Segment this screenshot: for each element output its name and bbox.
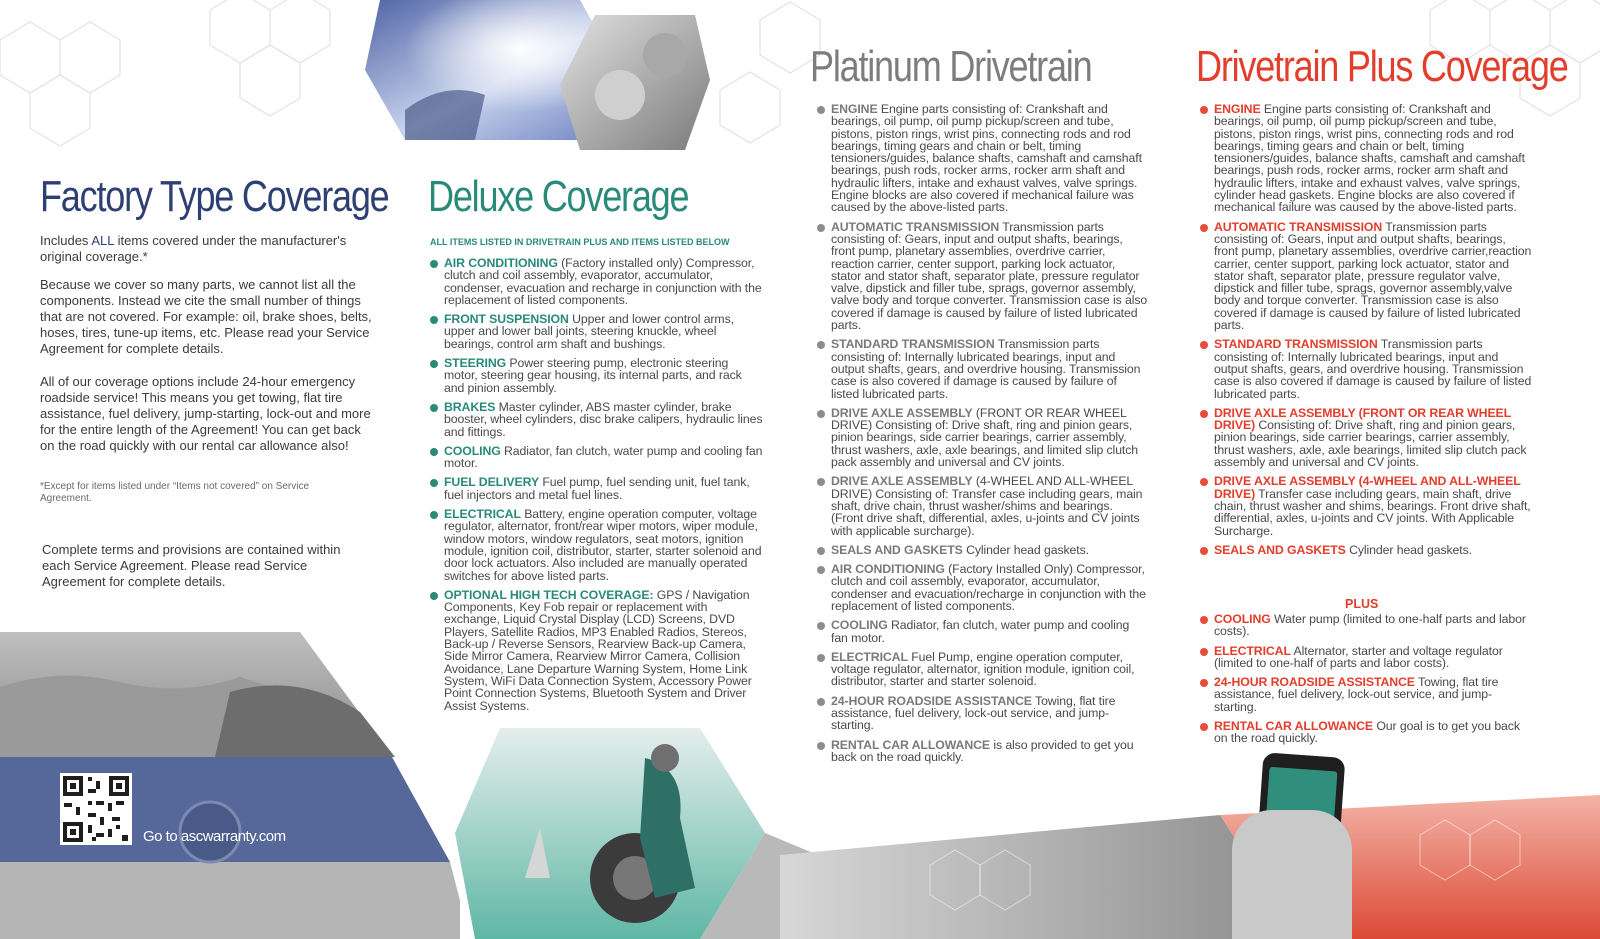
hand-illustration [1232, 810, 1352, 939]
coverage-item [815, 475, 1148, 536]
coverage-item [815, 739, 1148, 764]
coverage-item-text: Towing, flat tire assistance, fuel delivery, lock-out service, and jump-starting. [831, 693, 1116, 733]
coverage-item-text: (Factory Installed Only) Compressor, clutch and coil assembly, evaporator, accumulator, condenser and evacuation/recharge in conjunction with the replacement of listed components. [831, 562, 1146, 613]
coverage-item-text: Cylinder head gaskets. [1345, 542, 1472, 557]
plus-coverage-list [1198, 103, 1533, 563]
coverage-item-heading: 24-HOUR ROADSIDE ASSISTANCE [1214, 675, 1415, 690]
coverage-item-heading: ELECTRICAL [1214, 643, 1291, 658]
coverage-item [1198, 645, 1533, 670]
coverage-item-heading: OPTIONAL HIGH TECH COVERAGE: [444, 587, 654, 602]
coverage-item [815, 695, 1148, 732]
coverage-item-heading: AIR CONDITIONING [444, 256, 558, 270]
bullet-icon [1200, 410, 1208, 418]
coverage-item-text: Transmission parts consisting of: Gears, input and output shafts, bearings, front pump, planetary assemblies, overdrive carrier,reaction carrier, center support, parking lock actuator, stator and stator shaft, separator plate, pressure regulator valve, dipstick and filler tube, sprags, governor assembly,valve body and torque converter. Transmission case is also covered if damage is caused by failure of listed lubricated parts. [1214, 219, 1532, 333]
coverage-item-text: Transfer case including gears, main shaft, drive chain, thrust washer and shims, bearings. Front drive shaft, differential, axles, u-joints and CV joints. With Applicable Surcharge. [1214, 486, 1531, 538]
tire-mechanic-photo [455, 728, 825, 939]
bullet-icon [430, 448, 438, 456]
coverage-item [1198, 221, 1533, 332]
coverage-item-heading: ELECTRICAL [444, 507, 521, 522]
coverage-item [428, 401, 763, 438]
coverage-item [815, 221, 1148, 332]
coverage-item-text: (Factory installed only) Compressor, clutch and coil assembly, evaporator, accumulator, condenser, evacuation and recharge in conjunction with the replacement of listed components. [444, 256, 762, 307]
coverage-item [1198, 103, 1533, 214]
coverage-item-text: Transmission parts consisting of: Gears, input and output shafts, bearings, front pump, planetary assemblies, overdrive carrier, reaction carrier, center support, parking lock actuator, stator and stator shaft, separator plate, pressure regulator valve, dipstick and filler tube, sprags, governor assembly, valve body and torque converter. Transmission case is also covered if damage is caused by failure of listed lubricated parts. [831, 219, 1148, 333]
platinum-coverage-list [815, 103, 1148, 770]
coverage-item [428, 476, 763, 501]
coverage-item [815, 407, 1148, 468]
coverage-item-heading: STANDARD TRANSMISSION [831, 337, 995, 352]
coverage-item [815, 338, 1148, 399]
bullet-icon [817, 566, 825, 574]
hero-photo-collage [365, 0, 725, 170]
coverage-item-heading: ENGINE [1214, 102, 1261, 116]
website-link[interactable]: Go to ascwarranty.com [143, 828, 286, 845]
bullet-icon [1200, 106, 1208, 114]
coverage-item [428, 257, 763, 306]
coverage-item-heading: COOLING [1214, 612, 1271, 626]
deluxe-subtitle: ALL ITEMS LISTED IN DRIVETRAIN PLUS AND ITEMS LISTED BELOW [430, 237, 730, 247]
coverage-item-text: Transmission parts consisting of: Internally lubricated bearings, input and output shafts, gears, and overdrive housing. Transmission case is also covered if damage is caused by failure of listed lubricated parts. [831, 337, 1141, 401]
coverage-item-text: Power steering pump, electronic steering motor, steering gear housing, its internal parts, and rack and pinion assembly. [444, 356, 742, 395]
coverage-item [1198, 613, 1533, 638]
coverage-item [428, 357, 763, 394]
bullet-icon [1200, 341, 1208, 349]
coverage-item-heading: DRIVE AXLE ASSEMBLY (FRONT OR REAR WHEEL DRIVE) [1214, 405, 1511, 433]
coverage-item-heading: RENTAL CAR ALLOWANCE [1214, 719, 1373, 734]
coverage-item-text: Engine parts consisting of: Crankshaft and bearings, oil pump, oil pump pickup/screen and tube, pistons, piston rings, wrist pins, connecting rods and rod bearings, timing gears and chain or belt, timing tensioners/guides, balance shafts, camshaft and camshaft bearings, push rods, rocker arms, rocker arm shaft and hydraulic lifters, intake and exhaust valves, valve springs, cylinder head gaskets. Engine blocks are also covered if mechanical failure was caused by the above-listed parts. [1214, 102, 1525, 215]
coverage-item [428, 313, 763, 350]
coverage-item-heading: DRIVE AXLE ASSEMBLY (4-WHEEL AND ALL-WHEEL DRIVE) [1214, 474, 1521, 501]
coverage-item-text: (4-WHEEL AND ALL-WHEEL DRIVE) Consisting of: Transfer case including gears, main shaft, drive chain, thrust washer/shims and bearings. (Front drive shaft, differential, axles, u-joints and CV joints with applicable surcharge). [831, 474, 1143, 538]
bullet-icon [1200, 648, 1208, 656]
coverage-item-heading: AUTOMATIC TRANSMISSION [831, 219, 1000, 234]
coverage-item [1198, 338, 1533, 399]
coverage-item-heading: AIR CONDITIONING [831, 562, 945, 577]
coverage-item-text: Upper and lower control arms, upper and lower ball joints, steering knuckle, wheel bearings, control arm shaft and bushings. [444, 312, 734, 351]
coverage-item-text: Battery, engine operation computer, voltage regulator, alternator, front/rear wiper motors, wiper module, window motors, window regulators, seat motors, ignition module, ignition coil, distributor, starter, starter solenoid and door lock actuators. Also included are manually operated switches for above listed parts. [444, 507, 762, 583]
bullet-icon [817, 224, 825, 232]
bullet-icon [817, 341, 825, 349]
coverage-item [428, 589, 763, 712]
factory-intro [40, 233, 375, 265]
plus-coverage-list-extras [1198, 613, 1533, 752]
bullet-icon [1200, 723, 1208, 731]
coverage-item-text: Transmission parts consisting of: Internally lubricated bearings, input and output shafts, gears, and overdrive housing. Transmission case is also covered if damage is caused by failure of listed lubricated parts. [1214, 337, 1532, 401]
coverage-item-text: Our goal is to get you back on the road quickly. [1214, 719, 1520, 746]
bullet-icon [430, 511, 438, 519]
coverage-item [1198, 676, 1533, 713]
bullet-icon [817, 106, 825, 114]
coverage-item-text: Towing, flat tire assistance, fuel delivery, lock-out service, and jump-starting. [1214, 675, 1499, 714]
qr-code-icon[interactable] [60, 773, 132, 845]
bullet-icon [430, 404, 438, 412]
road-photo-band [780, 795, 1600, 939]
bullet-icon [817, 622, 825, 630]
coverage-item-text: Radiator, fan clutch, water pump and cooling fan motor. [444, 443, 763, 471]
bullet-icon [1200, 478, 1208, 486]
coverage-item-heading: DRIVE AXLE ASSEMBLY [831, 474, 973, 489]
bullet-icon [1200, 224, 1208, 232]
coverage-item-heading: COOLING [831, 618, 888, 633]
coverage-item-heading: DRIVE AXLE ASSEMBLY [831, 405, 973, 420]
coverage-item [815, 563, 1148, 612]
coverage-item-text: Fuel pump, fuel sending unit, fuel tank, fuel injectors and metal fuel lines. [444, 475, 750, 502]
coverage-item [815, 103, 1148, 214]
coverage-item-heading: FUEL DELIVERY [444, 475, 540, 490]
coverage-item-heading: ENGINE [831, 102, 878, 116]
coverage-item [1198, 544, 1533, 556]
coverage-item [815, 651, 1148, 688]
factory-title: Factory Type Coverage [40, 172, 389, 221]
coverage-item-text: Engine parts consisting of: Crankshaft and bearings, oil pump, oil pump pickup/screen and tube, pistons, piston rings, wrist pins, connecting rods and rod bearings, timing gears and chain or belt, timing tensioners/guides, balance shafts, camshaft and camshaft bearings, push rods, rocker arms, rocker arm shaft and hydraulic lifters, intake and exhaust valves, valve springs. Engine blocks are also covered if mechanical failure was caused by the above-listed parts. [831, 102, 1142, 215]
bullet-icon [430, 260, 438, 268]
factory-intro-pre: Includes [40, 233, 92, 248]
bullet-icon [430, 592, 438, 600]
factory-intro-post: items covered under the manufacturer's original coverage.* [40, 233, 347, 264]
coverage-item [1198, 407, 1533, 468]
bullet-icon [817, 698, 825, 706]
factory-para-roadside: All of our coverage options include 24-hour emergency roadside service! This means you get towing, flat tire assistance, fuel delivery, jump-starting, lock-out and more for the entire length of the Agreement! You can get back on the road quickly with our rental car allowance also! [40, 374, 371, 453]
plus-title: Drivetrain Plus Coverage [1196, 42, 1568, 91]
coverage-item-heading: SEALS AND GASKETS [1214, 542, 1346, 557]
coverage-item-heading: COOLING [444, 443, 501, 458]
coverage-item-heading: ELECTRICAL [831, 649, 908, 664]
coverage-item-heading: AUTOMATIC TRANSMISSION [1214, 219, 1383, 234]
bullet-icon [1200, 616, 1208, 624]
coverage-item-text: Cylinder head gaskets. [962, 542, 1089, 557]
coverage-item-heading: STEERING [444, 356, 507, 371]
deluxe-title: Deluxe Coverage [428, 172, 689, 221]
coverage-item [428, 508, 763, 582]
plus-label: PLUS [1345, 597, 1379, 611]
coverage-item-text: Master cylinder, ABS master cylinder, brake booster, wheel cylinders, disc brake calipers, hydraulic lines and fittings. [444, 399, 763, 439]
platinum-title: Platinum Drivetrain [810, 42, 1092, 91]
bullet-icon [817, 654, 825, 662]
bullet-icon [430, 479, 438, 487]
bullet-icon [430, 316, 438, 324]
coverage-item-text: (FRONT OR REAR WHEEL DRIVE) Consisting of: Drive shaft, ring and pinion gears, pinion bearings, side carrier bearings, carrier assembly, thrust washers, axle, axle bearings, and limited slip clutch pack assembly and universal and CV joints. [831, 405, 1139, 470]
coverage-item [1198, 475, 1533, 536]
coverage-item-heading: STANDARD TRANSMISSION [1214, 337, 1378, 352]
factory-intro-all: ALL [91, 233, 114, 248]
coverage-item-text: is also provided to get you back on the road quickly. [831, 737, 1134, 764]
bullet-icon [817, 547, 825, 555]
bullet-icon [817, 742, 825, 750]
coverage-item-heading: RENTAL CAR ALLOWANCE [831, 737, 990, 752]
bullet-icon [1200, 547, 1208, 555]
coverage-item [428, 445, 763, 470]
coverage-item-text: Water pump (limited to one-half parts and labor costs). [1214, 612, 1526, 639]
coverage-item-text: Alternator, starter and voltage regulator (limited to one-half of parts and labor costs). [1214, 643, 1503, 670]
coverage-item-text: GPS / Navigation Components, Key Fob repair or replacement with exchange, Liquid Crystal Display (LCD) Screens, DVD Players, Satellite Radios, MP3 Enabled Radios, Stereos, Back-up / Reverse Sensors, Rearview Back-up Camera, Side Mirror Camera, Rearview Mirror Camera, Collision Avoidance, Lane Departure Warning System, Home Link System, WiFi Data Connection System, Accessory Power Point Connection Systems, Bluetooth System and Driver Assist Systems. [444, 587, 752, 713]
bullet-icon [817, 410, 825, 418]
coverage-item-text: Radiator, fan clutch, water pump and cooling fan motor. [831, 618, 1130, 645]
coverage-item-text: Consisting of: Drive shaft, ring and pinion gears, pinion bearings, side carrier bearings, carrier assembly, thrust washers, axle, axle bearings, limited slip clutch pack assembly and universal and CV joints. [1214, 418, 1527, 470]
coverage-item-heading: FRONT SUSPENSION [444, 312, 569, 327]
deluxe-coverage-list [428, 257, 763, 719]
bullet-icon [817, 478, 825, 486]
coverage-item [815, 619, 1148, 644]
factory-terms: Complete terms and provisions are contained within each Service Agreement. Please read Service Agreement for complete details. [42, 542, 341, 589]
coverage-item [815, 544, 1148, 556]
coverage-item-heading: BRAKES [444, 399, 496, 414]
coverage-item-text: Fuel Pump, engine operation computer, voltage regulator, alternator, ignition module, ignition coil, distributor, starter and starter solenoid. [831, 649, 1135, 689]
bullet-icon [430, 360, 438, 368]
coverage-item-heading: SEALS AND GASKETS [831, 542, 963, 557]
factory-footnote: *Except for items listed under “Items not covered” on Service Agreement. [40, 481, 310, 504]
bullet-icon [1200, 679, 1208, 687]
coverage-item-heading: 24-HOUR ROADSIDE ASSISTANCE [831, 693, 1032, 708]
factory-para-parts: Because we cover so many parts, we cannot list all the components. Instead we cite the small number of things that are not covered. For example: oil, brake shoes, belts, hoses, tires, tune-up items, etc. Please read your Service Agreement for complete details. [40, 277, 372, 356]
coverage-item [1198, 720, 1533, 745]
